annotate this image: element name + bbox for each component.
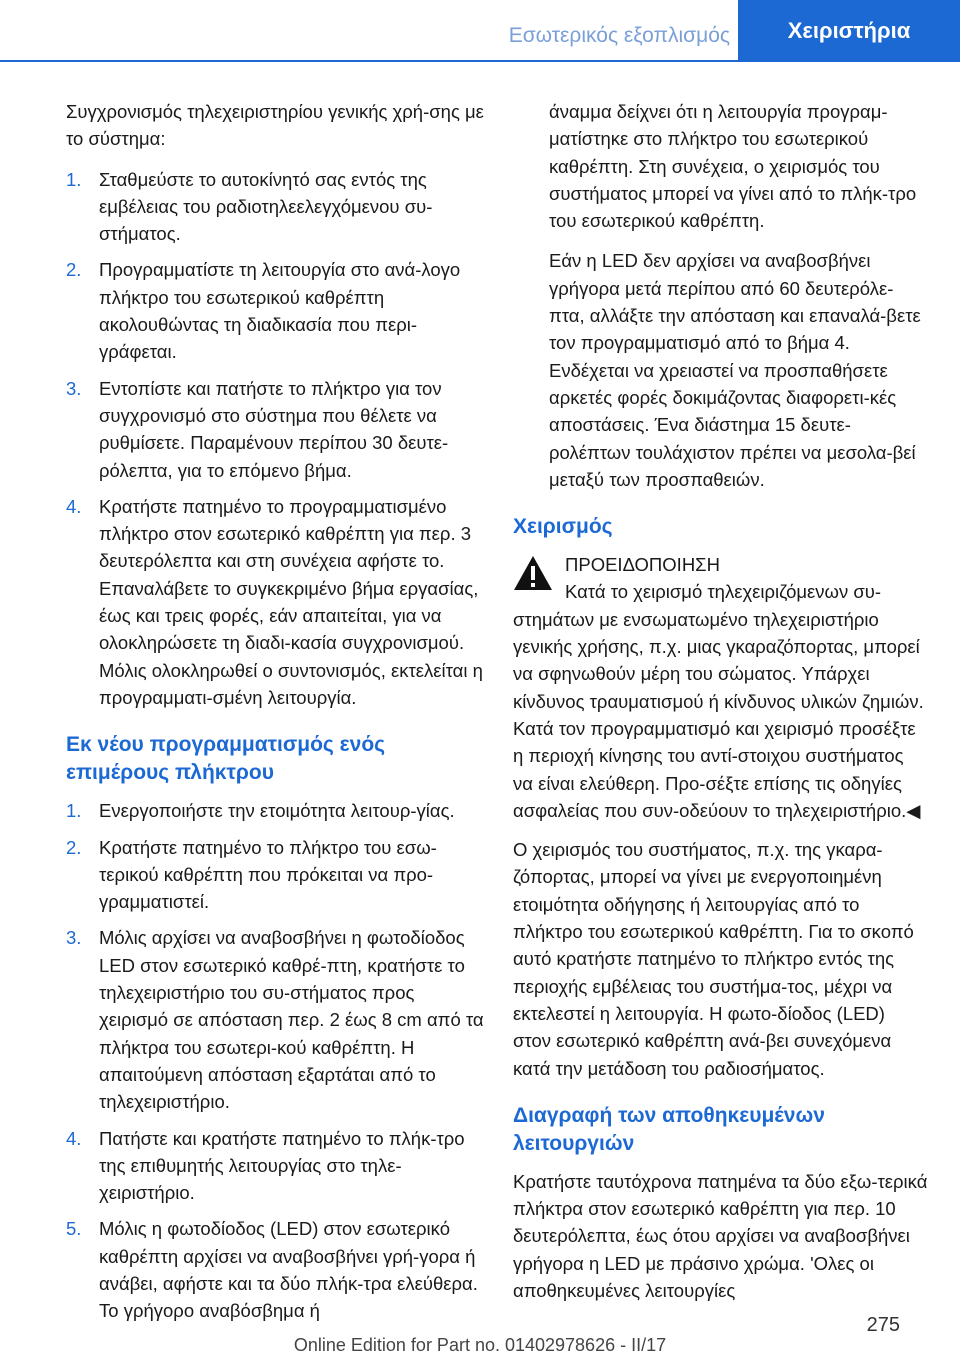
list-item bbox=[66, 256, 484, 365]
list-item bbox=[66, 493, 484, 711]
led-note-paragraph: Εάν η LED δεν αρχίσει να αναβοσβήνει γρήγορα μετά περίπου από 60 δευτερόλε-πτα, αλλάξτε την απόσταση και επαναλά-βετε τον προγραμματισμό από το βήμα 4. Ενδέχεται να χρειαστεί να προσπαθήσετε αρκετές φορές δοκιμάζοντας διαφορετι-κές αποστάσεις. Ένα διάστημα 15 δευτε-ρολέπτων τουλάχιστον πρέπει να μεσολα-βεί μεταξύ των προσπαθειών. bbox=[549, 250, 921, 490]
list-item bbox=[66, 375, 484, 484]
operation-heading: Χειρισμός bbox=[513, 515, 613, 539]
step-number: 2. bbox=[66, 836, 82, 858]
chapter-tab: Χειριστήρια bbox=[738, 0, 960, 62]
warning-title: ΠΡΟΕΙΔΟΠΟΙΗΣΗ bbox=[565, 554, 720, 576]
step-text: Κρατήστε πατημένο το πλήκτρο του εσω-τερικού καθρέπτη που πρόκειται να προ-γραμματιστεί. bbox=[99, 836, 437, 913]
step-text: Ενεργοποιήστε την ετοιμότητα λειτουρ-γίας. bbox=[99, 800, 455, 822]
warning-text: στημάτων με ενσωματωμένο τηλεχειριστήριο γενικής χρήσης, π.χ. μιας γκαραζόπορτας, μπορεί να σφηνωθούν μέρη του σώματος. Υπάρχει κίνδυνος τραυματισμού ή κίνδυνος υλικών ζημιών. Κατά τον προγραμματισμό και χειρισμό προσέξτε η περιοχή κίνησης του αντί-στοιχου συστήματος να είναι ελεύθερη. Προ-σέξτε επίσης τις οδηγίες ασφαλείας που συν-οδεύουν το τηλεχειριστήριο.◀ bbox=[513, 608, 924, 821]
continued-paragraph: άναμμα δείχνει ότι η λειτουργία προγραμ-ματίστηκε στο πλήκτρο του εσωτερικού καθρέπτη. Στη συνέχεια, ο χειρισμός του συστήματος μπορεί να γίνει από το πλήκ-τρο του εσωτερικού καθρέπτη. bbox=[549, 101, 917, 232]
header-rule bbox=[0, 60, 960, 62]
intro-paragraph: Συγχρονισμός τηλεχειριστηρίου γενικής χρή-σης με το σύστημα: bbox=[66, 101, 484, 150]
page-header bbox=[0, 0, 960, 62]
delete-heading: Διαγραφή των αποθηκευμένων λειτουργιών bbox=[513, 1103, 825, 1155]
step-text: Πατήστε και κρατήστε πατημένο το πλήκ-τρο της επιθυμητής λειτουργίας στο τηλε-χειριστήριο. bbox=[99, 1127, 465, 1204]
step-number: 3. bbox=[66, 927, 82, 949]
page-number: 275 bbox=[866, 1314, 900, 1336]
step-number: 5. bbox=[66, 1218, 82, 1240]
warning-text-first-line: Κατά το χειρισμό τηλεχειριζόμενων συ- bbox=[565, 581, 882, 603]
right-column bbox=[513, 98, 928, 1317]
step-number: 4. bbox=[66, 1127, 82, 1149]
list-item bbox=[66, 1125, 484, 1207]
warning-triangle-icon bbox=[513, 555, 553, 591]
step-text: Προγραμματίστε τη λειτουργία στο ανά-λογο πλήκτρο του εσωτερικού καθρέπτη ακολουθώντας τη διαδικασία που περι-γράφεται. bbox=[99, 259, 461, 363]
list-item bbox=[66, 1215, 484, 1324]
warning-block bbox=[513, 551, 928, 824]
step-text: Σταθμεύστε το αυτοκίνητό σας εντός της εμβέλειας του ραδιοτηλεελεγχόμενου συ-στήματος. bbox=[99, 168, 433, 245]
step-text: Κρατήστε πατημένο το προγραμματισμένο πλήκτρο στον εσωτερικό καθρέπτη για περ. 3 δευτερόλεπτα και στη συνέχεια αφήστε το. Επαναλάβετε το συγκεκριμένο βήμα εργασίας, έως και τρεις φορές, εάν απαιτείται, για να ολοκληρώσετε τη διαδι-κασία συγχρονισμού. Μόλις ολοκληρωθεί ο συντονισμός, εκτελείται η προγραμματι-σμένη λειτουργία. bbox=[99, 495, 483, 708]
step-number: 3. bbox=[66, 377, 82, 399]
step-number: 2. bbox=[66, 259, 82, 281]
sync-steps-list bbox=[66, 166, 484, 712]
edition-footer: Online Edition for Part no. 01402978626 - II/17 bbox=[293, 1335, 667, 1355]
operation-paragraph: Ο χειρισμός του συστήματος, π.χ. της γκαρα-ζόπορτας, μπορεί να γίνει με ενεργοποιημένη ετοιμότητα οδήγησης ή λειτουργίας από το πλήκτρο του εσωτερικού καθρέπτη. Για το σκοπό αυτό κρατήστε πατημένο το πλήκτρο εντός της περιοχής εμβέλειας του συστήμα-τος, μέχρι να εκτελεστεί η λειτουργία. Η φωτο-δίοδος (LED) στον εσωτερικό καθρέπτη ανά-βει συνεχόμενα κατά την μετάδοση του ραδιοσήματος. bbox=[513, 839, 914, 1079]
step-text: Μόλις αρχίσει να αναβοσβήνει η φωτοδίοδος LED στον εσωτερικό καθρέ-πτη, κρατήστε το τηλεχειριστήριο του συ-στήματος προς χειρισμό σε απόσταση περ. 2 έως 8 cm από τα πλήκτρα του εσωτερι-κού καθρέπτη. Η απαιτούμενη απόσταση εξαρτάται από το τηλεχειριστήριο. bbox=[99, 927, 484, 1113]
delete-paragraph: Κρατήστε ταυτόχρονα πατημένα τα δύο εξω-τερικά πλήκτρα στον εσωτερικό καθρέπτη για περ. 10 δευτερόλεπτα, έως ότου αρχίσει να αναβοσβήνει γρήγορα η LED με πράσινο χρώμα. 'Ολες οι αποθηκευμένες λειτουργίες bbox=[513, 1170, 928, 1301]
list-item bbox=[66, 166, 484, 248]
step-text: Εντοπίστε και πατήστε το πλήκτρο για τον συγχρονισμό στο σύστημα που θέλετε να ρυθμίσετε. Παραμένουν περίπου 30 δευτε-ρόλεπτα, για το επόμενο βήμα. bbox=[99, 377, 449, 481]
step-text: Μόλις η φωτοδίοδος (LED) στον εσωτερικό καθρέπτη αρχίσει να αναβοσβήνει γρή-γορα ή ανάβει, αφήστε και τα δύο πλήκ-τρα ελεύθερα. Το γρήγορο αναβόσβημα ή bbox=[99, 1218, 478, 1322]
step-number: 4. bbox=[66, 495, 82, 517]
left-column bbox=[66, 98, 484, 1334]
list-item bbox=[66, 797, 484, 824]
step-number: 1. bbox=[66, 800, 82, 822]
reprogram-steps-list bbox=[66, 797, 484, 1324]
list-item bbox=[66, 924, 484, 1115]
step-number: 1. bbox=[66, 168, 82, 190]
reprogram-heading: Εκ νέου προγραμματισμός ενός επιμέρους πλήκτρου bbox=[66, 733, 386, 785]
list-item bbox=[66, 834, 484, 916]
section-title: Εσωτερικός εξοπλισμός bbox=[508, 24, 730, 47]
